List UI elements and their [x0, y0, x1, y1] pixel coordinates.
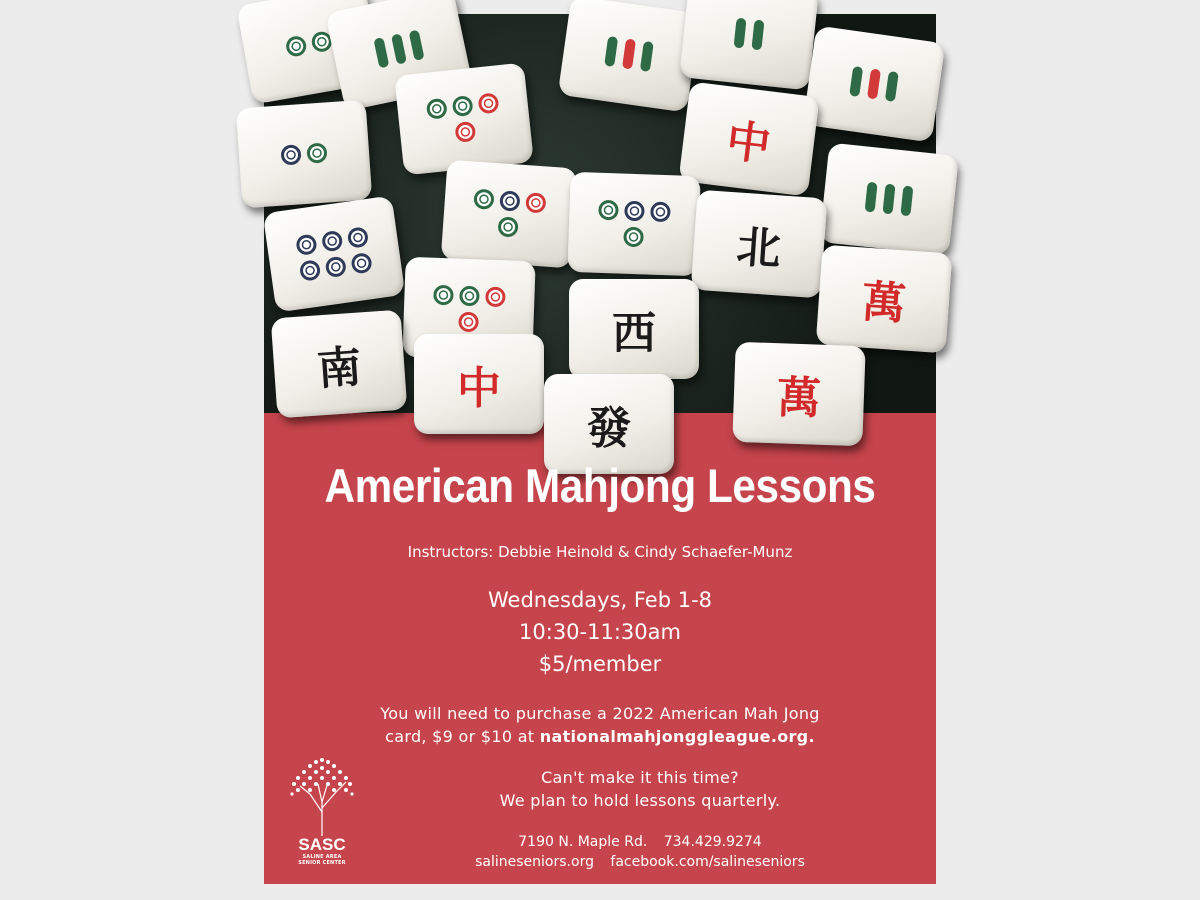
website-link[interactable]: salineseniors.org — [475, 854, 594, 870]
logo-sub-line2: SENIOR CENTER — [298, 860, 346, 866]
tile-character-bei: 北 — [691, 190, 828, 299]
tile-character-wan: 萬 — [732, 342, 865, 446]
phone: 734.429.9274 — [663, 834, 762, 850]
tile-dots — [441, 160, 578, 269]
contact-line1 — [304, 832, 976, 852]
card-note-prefix: card, $9 or $10 at — [385, 727, 540, 746]
price: $5/member — [538, 652, 662, 676]
tile-dots — [567, 172, 700, 276]
card-purchase-note — [264, 702, 936, 748]
schedule-details — [264, 584, 936, 680]
mahjong-tiles-photo — [264, 14, 936, 454]
logo-sub-line1: SALINE AREA — [302, 854, 342, 860]
schedule-day: Wednesdays, Feb 1-8 — [487, 588, 713, 612]
tile-character-nan: 南 — [271, 310, 408, 419]
tile-dots — [394, 62, 534, 175]
tile-dots — [263, 195, 406, 312]
contact-line2 — [304, 852, 976, 872]
card-note-line2 — [264, 725, 936, 748]
card-note-line1: You will need to purchase a 2022 American Mah Jong — [380, 704, 820, 723]
quarterly-line2: We plan to hold lessons quarterly. — [499, 791, 781, 810]
tile-character-zhong: 中 — [414, 334, 544, 434]
quarterly-note — [304, 766, 976, 812]
schedule-time: 10:30-11:30am — [519, 620, 681, 644]
address: 7190 N. Maple Rd. — [518, 834, 648, 850]
facebook-link[interactable]: facebook.com/salineseniors — [610, 854, 805, 870]
contact-info — [304, 832, 976, 872]
tile-character-xi: 西 — [569, 279, 699, 379]
tile-character-fa: 發 — [544, 374, 674, 474]
tile-bamboo — [803, 25, 946, 142]
league-link[interactable]: nationalmahjonggleague.org. — [539, 727, 815, 746]
tile-bamboo — [679, 0, 819, 91]
tile-bamboo — [819, 142, 959, 255]
instructors-line: Instructors: Debbie Heinold & Cindy Schaefer-Munz — [407, 543, 793, 561]
tree-icon — [282, 752, 362, 836]
tile-character-wan: 萬 — [816, 245, 953, 354]
sasc-logo — [282, 752, 362, 876]
logo-name: SASC — [298, 835, 346, 854]
tile-dots — [236, 100, 373, 209]
flyer-title: American Mahjong Lessons — [324, 459, 876, 512]
flyer — [264, 14, 936, 884]
tile-bamboo — [558, 0, 701, 113]
tile-character-zhong: 中 — [678, 81, 819, 196]
quarterly-line1: Can't make it this time? — [541, 768, 739, 787]
